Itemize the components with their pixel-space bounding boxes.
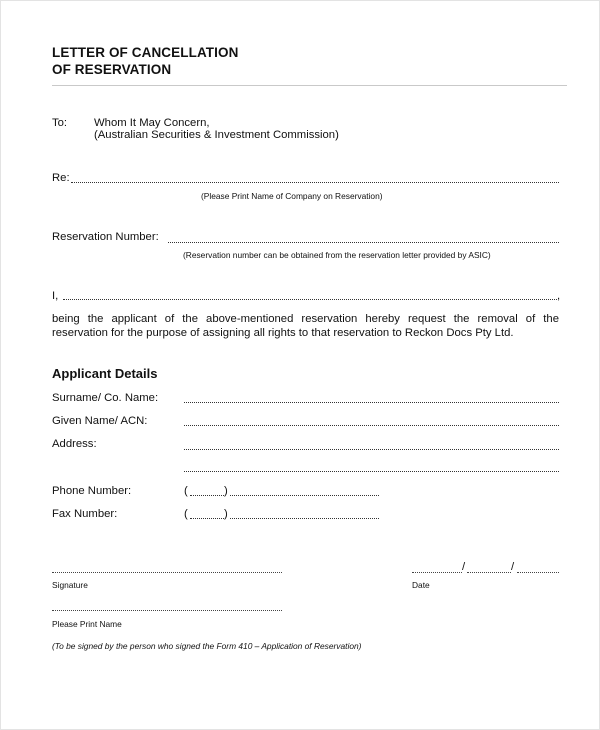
address-field-line-2[interactable] bbox=[184, 471, 559, 472]
date-separator-2: / bbox=[511, 561, 515, 573]
to-label: To: bbox=[52, 117, 68, 129]
title-line-1: LETTER OF CANCELLATION bbox=[52, 45, 239, 60]
re-company-field[interactable] bbox=[71, 182, 559, 183]
signature-field[interactable] bbox=[52, 572, 282, 573]
fax-label: Fax Number: bbox=[52, 508, 118, 520]
phone-area-code-field[interactable] bbox=[190, 495, 224, 496]
fax-area-code-field[interactable] bbox=[190, 518, 224, 519]
footer-note: (To be signed by the person who signed the Form 410 – Application of Reservation) bbox=[52, 641, 362, 651]
signature-label: Signature bbox=[52, 580, 88, 590]
given-name-field[interactable] bbox=[184, 425, 559, 426]
address-field-line-1[interactable] bbox=[184, 449, 559, 450]
to-line-1: Whom It May Concern, bbox=[94, 117, 210, 129]
fax-paren-close: ) bbox=[224, 508, 228, 520]
fax-number-field[interactable] bbox=[230, 518, 379, 519]
applicant-name-field[interactable] bbox=[63, 299, 557, 300]
request-line-1: being the applicant of the above-mentioned reservation hereby request the removal of the bbox=[52, 313, 559, 325]
request-paragraph bbox=[52, 312, 559, 340]
fax-paren-open: ( bbox=[184, 508, 188, 520]
i-label: I, bbox=[52, 290, 59, 302]
reservation-number-hint: (Reservation number can be obtained from the reservation letter provided by ASIC) bbox=[183, 250, 491, 260]
print-name-label: Please Print Name bbox=[52, 619, 122, 629]
reservation-number-label: Reservation Number: bbox=[52, 231, 159, 243]
date-day-field[interactable] bbox=[412, 572, 462, 573]
i-comma: , bbox=[557, 290, 561, 302]
header-divider bbox=[52, 85, 567, 86]
date-year-field[interactable] bbox=[517, 572, 559, 573]
phone-number-field[interactable] bbox=[230, 495, 379, 496]
re-label: Re: bbox=[52, 172, 70, 184]
phone-paren-open: ( bbox=[184, 485, 188, 497]
to-line-2: (Australian Securities & Investment Commission) bbox=[94, 129, 339, 141]
re-hint: (Please Print Name of Company on Reservation) bbox=[201, 191, 383, 201]
date-label: Date bbox=[412, 580, 430, 590]
phone-paren-close: ) bbox=[224, 485, 228, 497]
request-line-2: reservation for the purpose of assigning all rights to that reservation to Reckon Docs Pty Ltd. bbox=[52, 327, 514, 339]
title-line-2: OF RESERVATION bbox=[52, 62, 172, 77]
reservation-number-field[interactable] bbox=[168, 242, 559, 243]
given-name-label: Given Name/ ACN: bbox=[52, 415, 148, 427]
surname-field[interactable] bbox=[184, 402, 559, 403]
date-month-field[interactable] bbox=[467, 572, 511, 573]
print-name-field[interactable] bbox=[52, 610, 282, 611]
date-separator-1: / bbox=[462, 561, 466, 573]
surname-label: Surname/ Co. Name: bbox=[52, 392, 159, 404]
address-label: Address: bbox=[52, 438, 97, 450]
phone-label: Phone Number: bbox=[52, 485, 132, 497]
applicant-details-heading: Applicant Details bbox=[52, 366, 158, 381]
